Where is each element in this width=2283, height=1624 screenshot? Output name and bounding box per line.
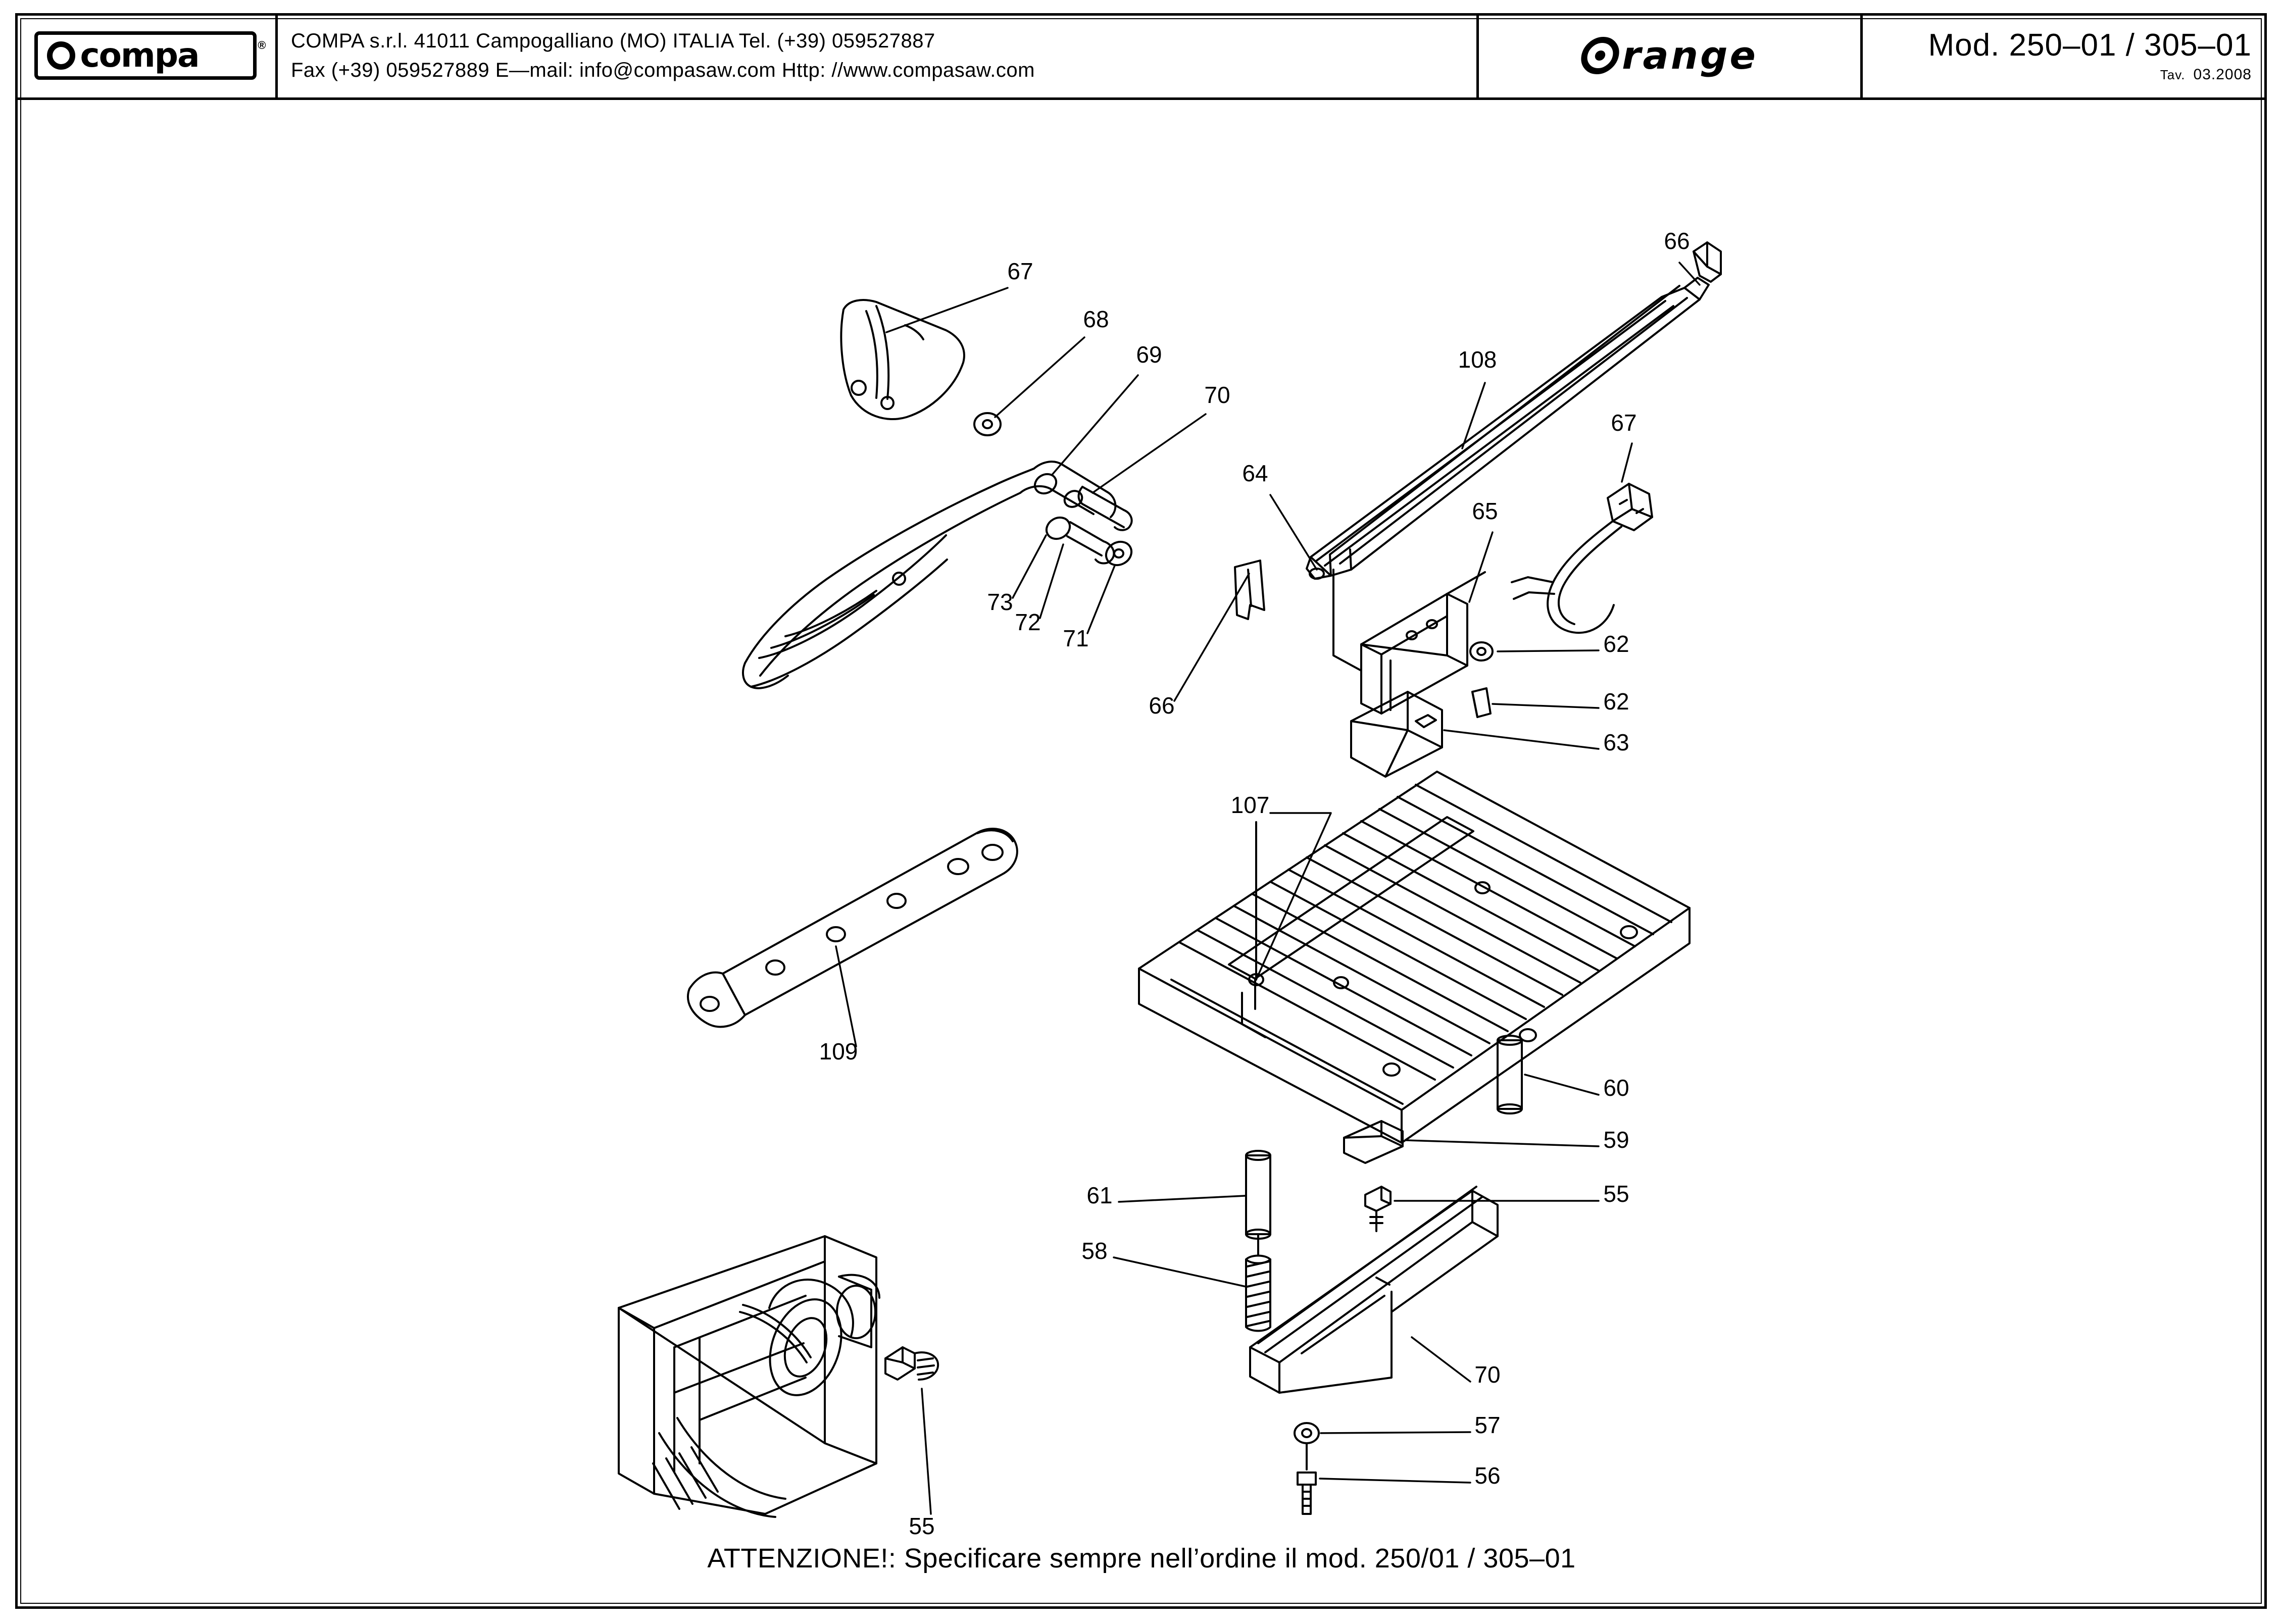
callout-72: 72	[1015, 609, 1041, 635]
callout-56: 56	[1474, 1462, 1501, 1489]
part-spring-58	[1246, 1234, 1270, 1331]
callout-67b: 67	[1611, 410, 1637, 436]
part-bolt-56	[1298, 1443, 1316, 1514]
page-header	[15, 13, 2267, 100]
callout-73: 73	[987, 589, 1013, 615]
brand-cell	[1479, 13, 1863, 97]
part-washer-57	[1295, 1423, 1319, 1443]
exploded-diagram	[18, 100, 2264, 1564]
part-fastener-62a	[1470, 642, 1493, 661]
callout-63: 63	[1603, 729, 1629, 755]
callout-61: 61	[1086, 1182, 1113, 1208]
callout-57: 57	[1474, 1412, 1501, 1438]
callout-55a: 55	[1603, 1181, 1629, 1207]
callout-107: 107	[1230, 792, 1270, 818]
callout-58: 58	[1081, 1238, 1108, 1264]
callout-70b: 70	[1474, 1361, 1501, 1388]
callout-109: 109	[819, 1038, 858, 1064]
callout-67a: 67	[1007, 258, 1033, 284]
company-address-line-2: Fax (+39) 059527889 E—mail: info@compasaw.com Http: //www.compasaw.com	[291, 59, 1035, 81]
callout-64: 64	[1242, 460, 1268, 486]
part-pivot-hardware	[1031, 470, 1136, 570]
company-address-line-1: COMPA s.r.l. 41011 Campogalliano (MO) ITALIA Tel. (+39) 059527887	[291, 29, 935, 52]
part-linkage-bar	[688, 829, 1017, 1027]
callout-70a: 70	[1204, 382, 1230, 408]
model-cell	[1863, 13, 2267, 97]
part-motor-housing-assembly	[619, 1236, 938, 1517]
part-bolt-55-center	[1365, 1187, 1391, 1231]
callout-66b: 66	[1664, 228, 1690, 254]
table-revision	[2160, 66, 2252, 83]
part-fence-rail	[1307, 242, 1721, 579]
callout-62b: 62	[1603, 688, 1629, 715]
part-riving-knife-arm	[743, 462, 1115, 688]
part-guard-cover	[841, 300, 964, 419]
logo-text: compa	[80, 35, 199, 75]
part-pin-61	[1246, 1151, 1270, 1239]
attention-note: ATTENZIONE!: Specificare sempre nell’ordine il mod. 250/01 / 305–01	[707, 1543, 1576, 1574]
callout-66a: 66	[1149, 692, 1175, 719]
part-fastener-62b	[1472, 688, 1491, 717]
callout-69: 69	[1136, 341, 1162, 368]
callout-59: 59	[1603, 1127, 1629, 1153]
table-revision-label: Tav.	[2160, 67, 2186, 82]
callout-68: 68	[1083, 306, 1109, 332]
model-number: Mod. 250–01 / 305–01	[1928, 28, 2252, 63]
callout-62a: 62	[1603, 631, 1629, 657]
brand-name-text: range	[1622, 33, 1758, 78]
callout-55b: 55	[909, 1513, 935, 1539]
logo-dot-icon	[47, 41, 75, 70]
callout-65: 65	[1472, 498, 1498, 524]
table-revision-value: 03.2008	[2193, 66, 2252, 83]
logo-cell	[15, 13, 278, 97]
callout-71: 71	[1063, 625, 1089, 651]
brand-o-icon	[1578, 37, 1622, 74]
compa-logo	[34, 31, 266, 80]
logo-registered-mark: ®	[258, 38, 266, 52]
leader-lines	[836, 263, 1700, 1514]
callout-108: 108	[1458, 346, 1497, 373]
company-address-cell	[278, 13, 1479, 97]
part-cable-plug	[1512, 484, 1652, 633]
callout-60: 60	[1603, 1075, 1629, 1101]
brand-name	[1581, 33, 1758, 78]
